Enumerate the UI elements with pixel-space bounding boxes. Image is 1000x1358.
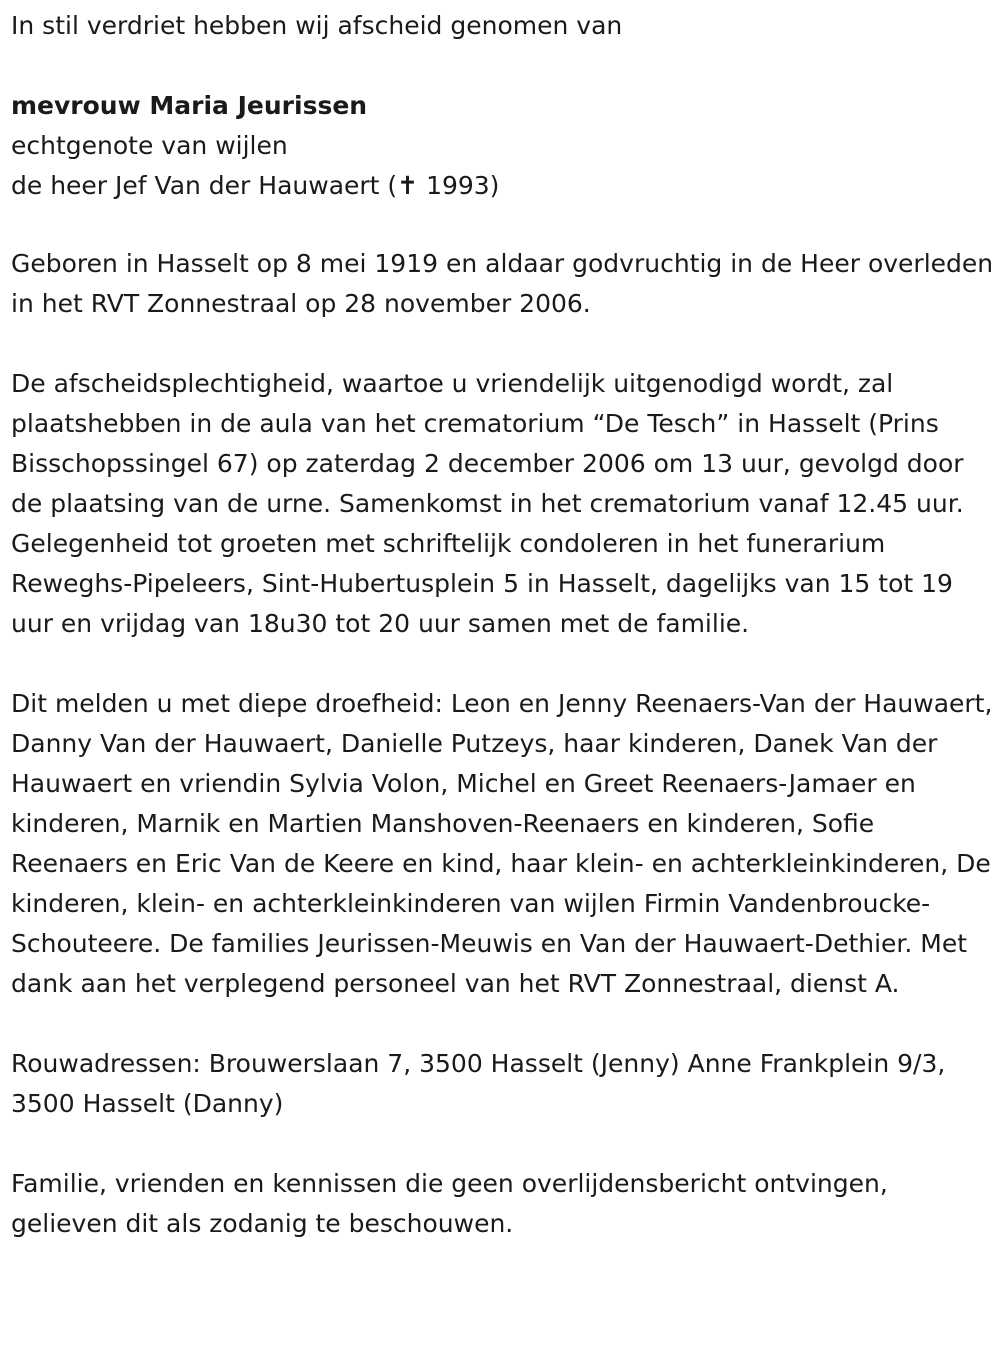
spacer xyxy=(11,206,1000,244)
intro-line: In stil verdriet hebben wij afscheid genomen van xyxy=(11,11,623,40)
relation-line-2: de heer Jef Van der Hauwaert (✝ 1993) xyxy=(11,171,500,200)
ceremony-paragraph: De afscheidsplechtigheid, waartoe u vriendelijk uitgenodigd wordt, zal plaatshebben in de aula van het crematorium “De Tesch” in Hasselt (Prins Bisschopssingel 67) op zaterdag 2 december 2006 om 13 uur, gevolgd door de plaatsing van de urne. Samenkomst in het crematorium vanaf 12.45 uur. Gelegenheid tot groeten met schriftelijk condoleren in het funerarium Reweghs-Pipeleers, Sint-Hubertusplein 5 in Hasselt, dagelijks van 15 tot 19 uur en vrijdag van 18u30 tot 20 uur samen met de familie. xyxy=(11,369,964,638)
announcement-paragraph: Dit melden u met diepe droefheid: Leon en Jenny Reenaers-Van der Hauwaert, Danny Van der Hauwaert, Danielle Putzeys, haar kinderen, Danek Van der Hauwaert en vriendin Sylvia Volon, Michel en Greet Reenaers-Jamaer en kinderen, Marnik en Martien Manshoven-Reenaers en kinderen, Sofie Reenaers en Eric Van de Keere en kind, haar klein- en achterkleinkinderen, De kinderen, klein- en achterkleinkinderen van wijlen Firmin Vandenbroucke-Schouteere. De families Jeurissen-Meuwis en Van der Hauwaert-Dethier. Met dank aan het verplegend personeel van het RVT Zonnestraal, dienst A. xyxy=(11,689,993,998)
spacer xyxy=(11,46,1000,86)
relation-line-1: echtgenote van wijlen xyxy=(11,131,288,160)
birth-death-paragraph: Geboren in Hasselt op 8 mei 1919 en aldaar godvruchtig in de Heer overleden in het RVT Zonnestraal op 28 november 2006. xyxy=(11,249,994,318)
spacer xyxy=(11,324,1000,364)
addresses-paragraph: Rouwadressen: Brouwerslaan 7, 3500 Hasselt (Jenny) Anne Frankplein 9/3, 3500 Hasselt (Danny) xyxy=(11,1049,946,1118)
deceased-name: mevrouw Maria Jeurissen xyxy=(11,91,368,120)
spacer xyxy=(11,1124,1000,1164)
closing-paragraph: Familie, vrienden en kennissen die geen overlijdensbericht ontvingen, gelieven dit als zodanig te beschouwen. xyxy=(11,1169,888,1238)
spacer xyxy=(11,644,1000,684)
spacer xyxy=(11,1004,1000,1044)
